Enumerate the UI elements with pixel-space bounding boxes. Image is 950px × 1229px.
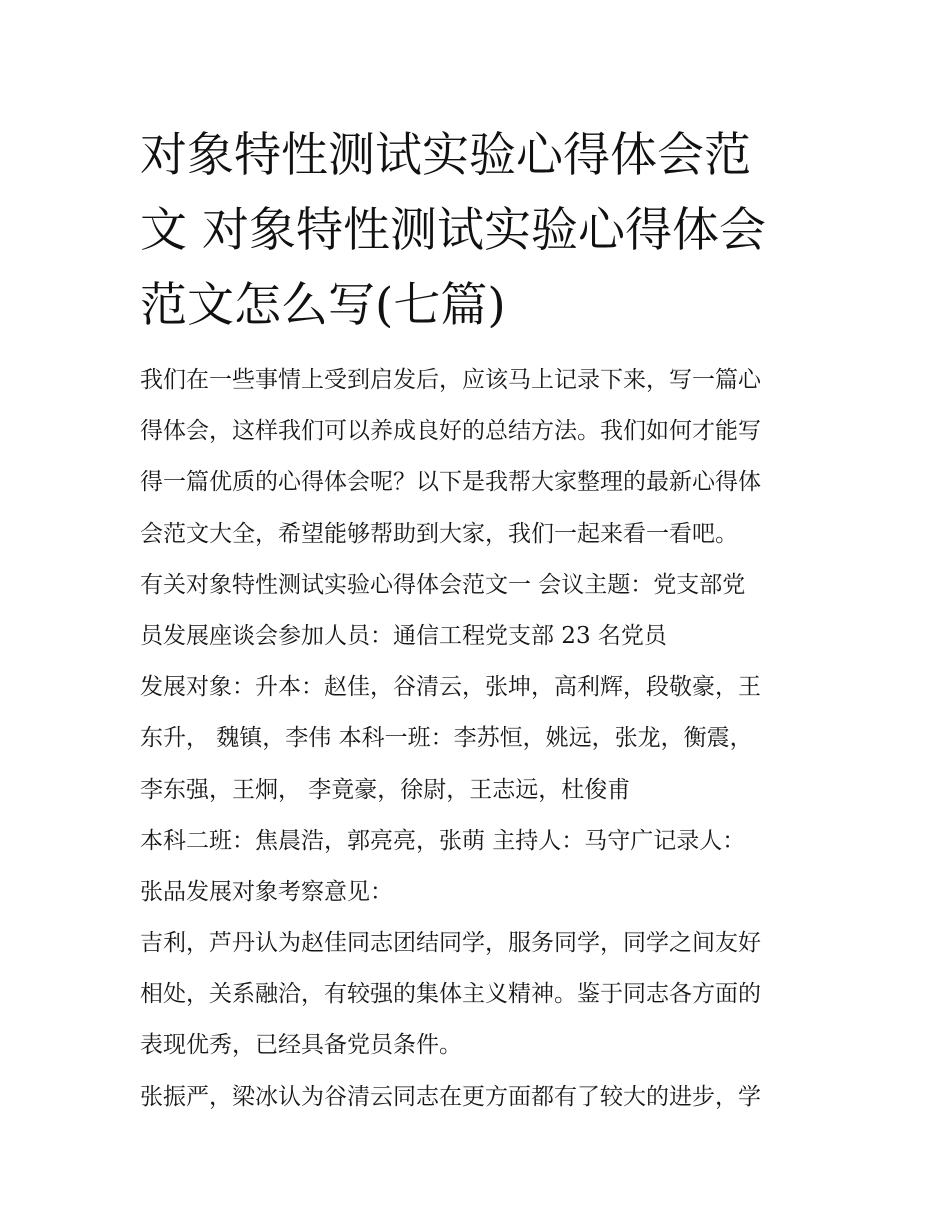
body-line: 相处，关系融洽，有较强的集体主义精神。鉴于同志各方面的 xyxy=(140,981,761,1008)
body-line: 会范文大全，希望能够帮助到大家，我们一起来看一看吧。 xyxy=(140,520,738,547)
body-line: 张品发展对象考察意见： xyxy=(140,878,393,905)
document-body xyxy=(140,355,820,1123)
title-line: 范文怎么写(七篇) xyxy=(140,278,506,333)
body-line: 张振严，梁冰认为谷清云同志在更方面都有了较大的进步，学 xyxy=(140,1083,761,1110)
body-line: 表现优秀，已经具备党员条件。 xyxy=(140,1032,462,1059)
body-line: 发展对象：升本：赵佳，谷清云，张坤，高利辉，段敬豪，王 xyxy=(140,674,761,701)
document-title xyxy=(140,118,820,343)
body-line: 本科二班：焦晨浩，郭亮亮，张萌 主持人：马守广记录人： xyxy=(140,827,746,854)
body-line: 李东强，王炯， 李竟豪，徐尉，王志远，杜俊甫 xyxy=(140,776,631,803)
body-line: 吉利，芦丹认为赵佳同志团结同学，服务同学，同学之间友好 xyxy=(140,930,761,957)
title-line: 对象特性测试实验心得体会范 xyxy=(140,128,751,183)
body-line: 东升， 魏镇，李伟 本科一班：李苏恒，姚远，张龙，衡震， xyxy=(140,725,753,752)
body-line: 员发展座谈会参加人员：通信工程党支部 23 名党员 xyxy=(140,622,667,649)
body-line: 得体会，这样我们可以养成良好的总结方法。我们如何才能写 xyxy=(140,418,761,445)
document-content xyxy=(140,118,820,1123)
body-line: 得一篇优质的心得体会呢？以下是我帮大家整理的最新心得体 xyxy=(140,469,761,496)
body-line: 有关对象特性测试实验心得体会范文一 会议主题：党支部党 xyxy=(140,571,746,598)
body-line: 我们在一些事情上受到启发后，应该马上记录下来，写一篇心 xyxy=(140,367,761,393)
title-line: 文 对象特性测试实验心得体会 xyxy=(140,203,766,258)
